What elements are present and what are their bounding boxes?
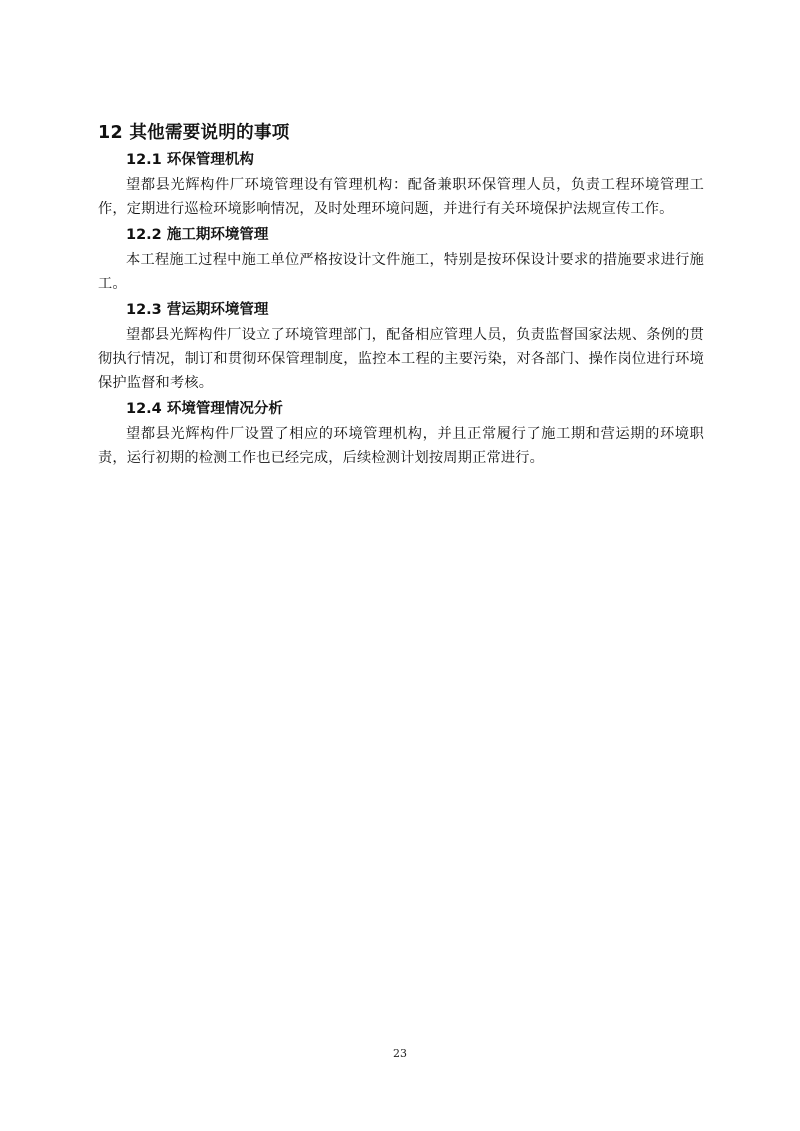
subsection-paragraph-1: 望都县光辉构件厂环境管理设有管理机构：配备兼职环保管理人员，负责工程环境管理工作，定期进行巡检环境影响情况，及时处理环境问题，并进行有关环境保护法规宣传工作。: [98, 177, 704, 217]
subsection-paragraph-2: 本工程施工过程中施工单位严格按设计文件施工，特别是按环保设计要求的措施要求进行施工。: [98, 252, 704, 292]
subsection-heading-1: 12.1 环保管理机构: [126, 152, 254, 168]
section-title: 12 其他需要说明的事项: [98, 123, 290, 143]
subsection-heading-2: 12.2 施工期环境管理: [126, 227, 269, 243]
subsection-heading-3: 12.3 营运期环境管理: [126, 302, 269, 318]
subsection-paragraph-4: 望都县光辉构件厂设置了相应的环境管理机构，并且正常履行了施工期和营运期的环境职责，运行初期的检测工作也已经完成，后续检测计划按周期正常进行。: [98, 426, 704, 466]
subsection-heading-4: 12.4 环境管理情况分析: [126, 401, 283, 417]
page-number: 23: [393, 1047, 407, 1060]
subsection-paragraph-3: 望都县光辉构件厂设立了环境管理部门，配备相应管理人员，负责监督国家法规、条例的贯彻执行情况，制订和贯彻环保管理制度，监控本工程的主要污染，对各部门、操作岗位进行环境保护监督和考核。: [98, 327, 704, 391]
document-content: [98, 118, 704, 472]
